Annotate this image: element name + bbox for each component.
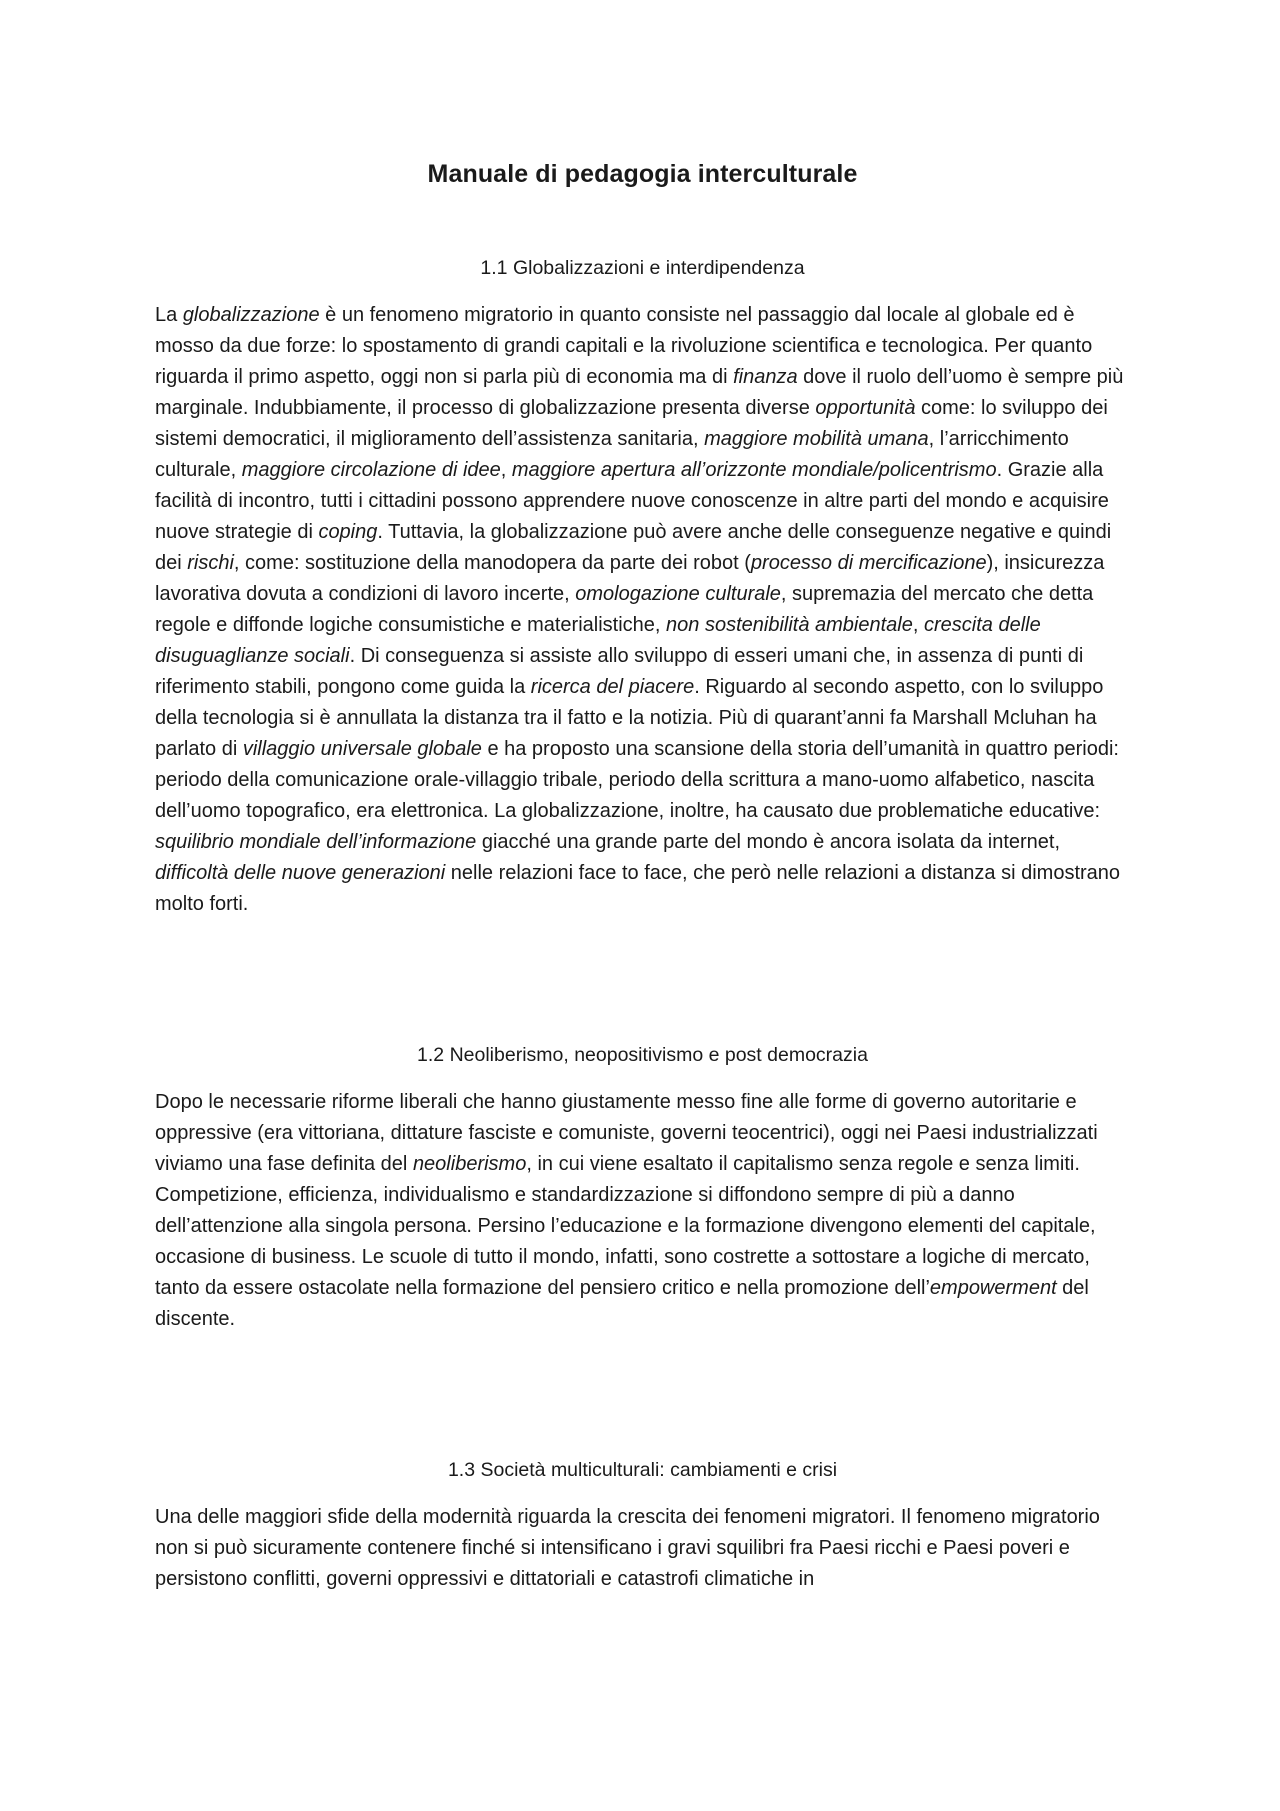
emphasis-text: maggiore mobilità umana	[704, 428, 929, 450]
emphasis-text: finanza	[733, 366, 798, 388]
emphasis-text: neoliberismo	[412, 1153, 527, 1175]
emphasis-text: squilibrio mondiale dell’informazione	[155, 831, 477, 853]
emphasis-text: ricerca del piacere	[530, 676, 695, 698]
section-globalizzazioni	[155, 257, 1130, 920]
section-societa-multiculturali	[155, 1459, 1130, 1595]
section-neoliberismo	[155, 1044, 1130, 1335]
emphasis-text: rischi	[187, 552, 234, 574]
emphasis-text: maggiore apertura all’orizzonte mondiale/policentrismo	[511, 459, 997, 481]
emphasis-text: opportunità	[815, 397, 916, 419]
emphasis-text: coping	[318, 521, 378, 543]
emphasis-text: difficoltà delle nuove generazioni	[155, 862, 446, 884]
emphasis-text: empowerment	[929, 1277, 1057, 1299]
emphasis-text: non sostenibilità ambientale	[666, 614, 913, 636]
section-heading: 1.1 Globalizzazioni e interdipendenza	[480, 257, 805, 279]
emphasis-text: processo di mercificazione	[750, 552, 987, 574]
section-heading: 1.2 Neoliberismo, neopositivismo e post democrazia	[417, 1044, 868, 1066]
document-title: Manuale di pedagogia interculturale	[427, 160, 858, 188]
section-heading: 1.3 Società multiculturali: cambiamenti e crisi	[447, 1459, 838, 1481]
emphasis-text: villaggio universale globale	[242, 738, 482, 760]
emphasis-text: omologazione culturale	[575, 583, 781, 605]
section-paragraph: Dopo le necessarie riforme liberali che hanno giustamente messo fine alle forme di governo autoritarie e oppressive (era vittoriana, dittature fasciste e comuniste, governi teocentrici), oggi nei Paesi industrializzati viviamo una fase definita del neoliberismo, in cui viene esaltato il capitalismo senza regole e senza limiti. Competizione, efficienza, individualismo e standardizzazione si diffondono sempre di più a danno dell’attenzione alla singola persona. Persino l’educazione e la formazione divengono elementi del capitale, occasione di business. Le scuole di tutto il mondo, infatti, sono costrette a sottostare a logiche di mercato, tanto da essere ostacolate nella formazione del pensiero critico e nella promozione dell’empowerment del discente.	[155, 1091, 1098, 1330]
emphasis-text: crescita delle disuguaglianze sociali	[155, 614, 1041, 667]
section-paragraph: La globalizzazione è un fenomeno migratorio in quanto consiste nel passaggio dal locale al globale ed è mosso da due forze: lo spostamento di grandi capitali e la rivoluzione scientifica e tecnologica. Per quanto riguarda il primo aspetto, oggi non si parla più di economia ma di finanza dove il ruolo dell’uomo è sempre più marginale. Indubbiamente, il processo di globalizzazione presenta diverse opportunità come: lo sviluppo dei sistemi democratici, il miglioramento dell’assistenza sanitaria, maggiore mobilità umana, l’arricchimento culturale, maggiore circolazione di idee, maggiore apertura all’orizzonte mondiale/policentrismo. Grazie alla facilità di incontro, tutti i cittadini possono apprendere nuove conoscenze in altre parti del mondo e acquisire nuove strategie di coping. Tuttavia, la globalizzazione può avere anche delle conseguenze negative e quindi dei rischi, come: sostituzione della manodopera da parte dei robot (processo di mercificazione), insicurezza lavorativa dovuta a condizioni di lavoro incerte, omologazione culturale, supremazia del mercato che detta regole e diffonde logiche consumistiche e materialistiche, non sostenibilità ambientale, crescita delle disuguaglianze sociali. Di conseguenza si assiste allo sviluppo di esseri umani che, in assenza di punti di riferimento stabili, pongono come guida la ricerca del piacere. Riguardo al secondo aspetto, con lo sviluppo della tecnologia si è annullata la distanza tra il fatto e la notizia. Più di quarant’anni fa Marshall Mcluhan ha parlato di villaggio universale globale e ha proposto una scansione della storia dell’umanità in quattro periodi: periodo della comunicazione orale-villaggio tribale, periodo della scrittura a mano-uomo alfabetico, nascita dell’uomo topografico, era elettronica. La globalizzazione, inoltre, ha causato due problematiche educative: squilibrio mondiale dell’informazione giacché una grande parte del mondo è ancora isolata da internet, difficoltà delle nuove generazioni nelle relazioni face to face, che però nelle relazioni a distanza si dimostrano molto forti.	[155, 304, 1124, 915]
section-paragraph: Una delle maggiori sfide della modernità riguarda la crescita dei fenomeni migratori. Il fenomeno migratorio non si può sicuramente contenere finché si intensificano i gravi squilibri fra Paesi ricchi e Paesi poveri e persistono conflitti, governi oppressivi e dittatoriali e catastrofi climatiche in	[155, 1506, 1100, 1590]
emphasis-text: globalizzazione	[182, 304, 320, 326]
emphasis-text: maggiore circolazione di idee	[241, 459, 501, 481]
